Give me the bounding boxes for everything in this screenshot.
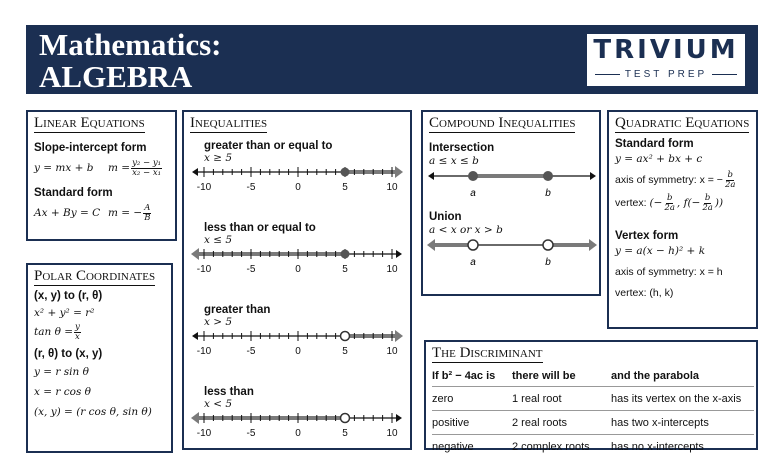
standard-slope-numerator: A xyxy=(144,202,151,213)
number-line-left-arrow xyxy=(192,332,198,340)
inequality-block xyxy=(190,288,404,370)
logo-wordmark: TRIVIUM xyxy=(593,35,739,65)
slope-formula-lhs: m = xyxy=(108,162,131,175)
discriminant-cell: positive xyxy=(432,416,470,429)
number-line-tick-label: 0 xyxy=(295,181,301,193)
standard-form-row xyxy=(34,204,169,223)
page-title: Mathematics: xyxy=(39,27,222,62)
union-point-a xyxy=(468,240,478,250)
polar-tan-lhs: tan θ = xyxy=(34,326,74,339)
quadratic-vertex-numerator-2: b xyxy=(704,192,711,203)
quadratic-axis-denominator: 2a xyxy=(724,179,736,190)
number-line-tick-label: -5 xyxy=(246,427,256,439)
number-line-tick-label: 0 xyxy=(295,427,301,439)
union-label-a: a xyxy=(470,256,476,268)
standard-slope-denominator: B xyxy=(144,212,151,223)
quadratic-vertex-row xyxy=(615,194,750,213)
number-line-shaded-arrow xyxy=(191,248,199,260)
quadratic-vertex-middle: , f(− xyxy=(676,197,701,210)
polar-tan-numerator: y xyxy=(75,321,80,332)
polar-heading-xy-to-rtheta: (x, y) to (r, θ) xyxy=(34,289,103,302)
quadratic-vertex-denominator-2: 2a xyxy=(702,202,713,213)
inequalities-list xyxy=(190,133,404,452)
number-line-tick-label: 10 xyxy=(386,181,398,193)
number-line-tick-label: -5 xyxy=(246,181,256,193)
number-line-right-arrow xyxy=(396,414,402,422)
logo-tagline: TEST PREP xyxy=(624,69,708,80)
discriminant-table xyxy=(432,366,754,458)
inequality-number-line xyxy=(190,410,404,439)
standard-slope-lhs: m = − xyxy=(108,207,143,220)
number-line-tick-label: 5 xyxy=(342,181,348,193)
quadratic-equations-box xyxy=(607,110,758,329)
intersection-point-b xyxy=(543,171,553,181)
polar-equation-y: y = r sin θ xyxy=(34,365,89,378)
intersection-expression: a ≤ x ≤ b xyxy=(429,154,479,167)
number-line-tick-label: -5 xyxy=(246,345,256,357)
inequality-block xyxy=(190,206,404,288)
quadratic-axis-row xyxy=(615,171,750,190)
number-line-tick-label: 0 xyxy=(295,263,301,275)
inequality-number-line xyxy=(190,246,404,275)
inequality-expression: x ≤ 5 xyxy=(204,233,233,246)
union-label: Union xyxy=(429,210,462,223)
number-line-open-point xyxy=(341,413,350,422)
inequality-expression: x ≥ 5 xyxy=(204,151,233,164)
discriminant-cell: has two x-intercepts xyxy=(611,416,709,429)
number-line-tick-label: 10 xyxy=(386,427,398,439)
number-line-tick-label: -10 xyxy=(196,181,212,193)
number-line-tick-label: 5 xyxy=(342,345,348,357)
slope-intercept-label: Slope-intercept form xyxy=(34,141,147,154)
intersection-left-arrow xyxy=(428,172,434,180)
number-line-open-point xyxy=(341,331,350,340)
intersection-label: Intersection xyxy=(429,141,495,154)
quadratic-vertex-denominator-1: 2a xyxy=(664,202,675,213)
discriminant-header-row xyxy=(432,366,754,386)
inequality-label: less than or equal to xyxy=(204,221,316,234)
quadratic-axis-fraction xyxy=(724,171,736,190)
number-line-tick-label: -10 xyxy=(196,345,212,357)
discriminant-cell: 2 real roots xyxy=(512,416,568,429)
number-line-closed-point xyxy=(341,249,350,258)
discriminant-header-parabola: and the parabola xyxy=(611,370,700,382)
table-row xyxy=(432,410,754,434)
logo-rule-left xyxy=(595,74,620,75)
polar-equation-xy: (x, y) = (r cos θ, sin θ) xyxy=(34,405,152,418)
slope-fraction xyxy=(131,159,162,178)
number-line-shaded-arrow xyxy=(191,412,199,424)
discriminant-cell: 1 real root xyxy=(512,392,562,405)
number-line-tick-label: 5 xyxy=(342,263,348,275)
slope-numerator: y₂ − y₁ xyxy=(132,157,162,168)
inequality-block xyxy=(190,370,404,452)
header-banner xyxy=(26,25,758,94)
polar-tan-row xyxy=(34,323,165,342)
number-line-tick-label: 0 xyxy=(295,345,301,357)
number-line-tick-label: -10 xyxy=(196,427,212,439)
quadratic-vertex-numerator-1: b xyxy=(666,192,673,203)
number-line-tick-label: 5 xyxy=(342,427,348,439)
number-line-tick-label: 10 xyxy=(386,263,398,275)
inequality-block xyxy=(190,133,404,206)
quadratic-vertex-fraction-2 xyxy=(701,194,713,213)
polar-coordinates-title: Polar Coordinates xyxy=(34,268,156,284)
number-line-tick-label: 10 xyxy=(386,345,398,357)
quadratic-equations-title: Quadratic Equations xyxy=(615,115,750,131)
number-line-tick-label: -10 xyxy=(196,263,212,275)
inequality-expression: x < 5 xyxy=(204,397,233,410)
intersection-label-b: b xyxy=(545,187,551,199)
number-line-left-arrow xyxy=(192,168,198,176)
vertex-form-axis: axis of symmetry: x = h xyxy=(615,266,723,279)
logo-tagline-row xyxy=(595,69,737,80)
standard-slope-fraction xyxy=(143,204,151,223)
inequalities-box xyxy=(182,110,412,450)
inequality-number-line xyxy=(190,328,404,357)
vertex-form-equation: y = a(x − h)² + k xyxy=(615,245,706,258)
union-expression: a < x or x > b xyxy=(429,223,503,236)
union-label-b: b xyxy=(545,256,551,268)
quadratic-standard-equation: y = ax² + bx + c xyxy=(615,152,703,165)
quadratic-vertex-close: )) xyxy=(714,197,724,210)
number-line-closed-point xyxy=(341,167,350,176)
page-subtitle: ALGEBRA xyxy=(39,59,193,94)
standard-form-equation: Ax + By = C xyxy=(34,207,101,220)
polar-tan-denominator: x xyxy=(75,331,80,342)
discriminant-cell: zero xyxy=(432,392,454,405)
discriminant-box xyxy=(424,340,758,453)
intersection-right-arrow xyxy=(590,172,596,180)
table-row xyxy=(432,386,754,410)
number-line-right-arrow xyxy=(396,250,402,258)
inequality-number-line xyxy=(190,164,404,193)
quadratic-axis-label: axis of symmetry: x = − xyxy=(615,174,723,187)
quadratic-standard-label: Standard form xyxy=(615,137,694,150)
polar-equation-radius: x² + y² = r² xyxy=(34,306,95,319)
inequality-label: less than xyxy=(204,385,254,398)
polar-heading-rtheta-to-xy: (r, θ) to (x, y) xyxy=(34,347,103,360)
discriminant-cell: has no x-intercepts xyxy=(611,440,704,453)
trivium-logo xyxy=(587,34,745,86)
quadratic-axis-numerator: b xyxy=(727,169,733,180)
slope-intercept-equation: y = mx + b xyxy=(34,162,94,175)
vertex-form-vertex: vertex: (h, k) xyxy=(615,287,674,300)
standard-form-label: Standard form xyxy=(34,186,113,199)
logo-rule-right xyxy=(712,74,737,75)
discriminant-cell: has its vertex on the x-axis xyxy=(611,392,742,405)
quadratic-vertex-fraction-1 xyxy=(663,194,675,213)
inequality-label: greater than or equal to xyxy=(204,139,333,152)
number-line-tick-label: -5 xyxy=(246,263,256,275)
linear-equations-title: Linear Equations xyxy=(34,115,145,131)
polar-coordinates-box xyxy=(26,263,173,453)
compound-inequalities-title: Compound Inequalities xyxy=(429,115,576,131)
number-line-shaded-arrow xyxy=(395,330,403,342)
inequalities-title: Inequalities xyxy=(190,115,268,131)
union-point-b xyxy=(543,240,553,250)
union-left-arrow xyxy=(427,239,435,251)
intersection-point-a xyxy=(468,171,478,181)
discriminant-title: The Discriminant xyxy=(432,345,543,361)
union-number-line xyxy=(426,236,598,270)
linear-equations-box xyxy=(26,110,177,241)
polar-equation-x: x = r cos θ xyxy=(34,385,92,398)
inequality-expression: x > 5 xyxy=(204,315,233,328)
discriminant-cell: 2 complex roots xyxy=(512,440,590,453)
slope-denominator: x₂ − x₁ xyxy=(132,167,162,178)
union-right-arrow xyxy=(589,239,597,251)
intersection-label-a: a xyxy=(470,187,476,199)
slope-intercept-row xyxy=(34,159,169,178)
discriminant-header-condition: If b² − 4ac is xyxy=(432,370,496,382)
intersection-number-line xyxy=(426,167,598,201)
quadratic-vertex-label: vertex: xyxy=(615,197,647,210)
quadratic-vertex-open: (− xyxy=(649,197,663,210)
vertex-form-label: Vertex form xyxy=(615,230,679,243)
inequality-label: greater than xyxy=(204,303,271,316)
number-line-shaded-arrow xyxy=(395,166,403,178)
polar-tan-fraction xyxy=(74,323,81,342)
discriminant-cell: negative xyxy=(432,440,474,453)
table-row xyxy=(432,434,754,458)
compound-inequalities-box xyxy=(421,110,601,296)
discriminant-header-roots: there will be xyxy=(512,370,576,382)
